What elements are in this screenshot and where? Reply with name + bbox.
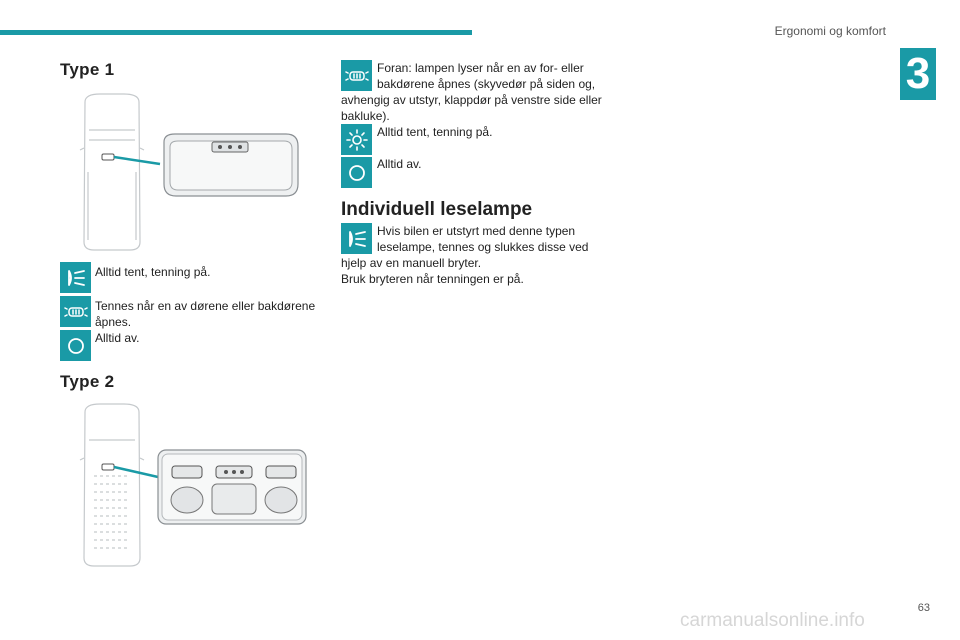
type1-item-1-text: Alltid tent, tenning på.	[95, 265, 211, 279]
door-lamp-icon	[341, 60, 372, 91]
type1-item-2-line1: Tennes når en av dørene eller bakdørene	[95, 299, 316, 313]
right-item-1-line2: bakdørene åpnes (skyvedør på siden og,	[377, 77, 596, 91]
reading-lamp-line1: Hvis bilen er utstyrt med denne typen	[377, 224, 576, 238]
right-item-1-line4: bakluke).	[341, 109, 390, 123]
type1-item-2-text	[95, 298, 315, 330]
watermark: carmanualsonline.info	[680, 610, 865, 631]
type2-illustration	[60, 402, 310, 568]
reading-lamp-heading: Individuell leselampe	[341, 199, 533, 220]
section-title: Ergonomi og komfort	[774, 24, 886, 38]
type2-heading: Type 2	[60, 372, 115, 391]
reading-lamp-icon	[341, 223, 372, 254]
van-top-view-icon	[80, 94, 144, 250]
right-item-1-line3: avhengig av utstyr, klappdør på venstre side eller	[341, 93, 602, 107]
reading-lamp-line2: leselampe, tennes og slukkes disse ved	[377, 240, 589, 254]
right-item-3-text: Alltid av.	[377, 157, 422, 171]
right-item-2-text: Alltid tent, tenning på.	[377, 125, 493, 139]
sun-icon	[341, 124, 372, 155]
off-circle-icon	[60, 330, 91, 361]
rear-view-mirror-icon	[164, 134, 298, 196]
ceiling-console-icon	[158, 450, 306, 524]
chapter-number-tab: 3	[900, 48, 936, 100]
door-lamp-icon	[60, 296, 91, 327]
reading-lamp-icon	[60, 262, 91, 293]
type1-item-2-line2: åpnes.	[95, 315, 132, 329]
van-top-view-icon	[80, 404, 144, 566]
right-item-1-line1: Foran: lampen lyser når en av for- eller	[377, 61, 584, 75]
page-number: 63	[917, 602, 930, 614]
off-circle-icon	[341, 157, 372, 188]
type1-heading: Type 1	[60, 60, 115, 79]
reading-lamp-line3: hjelp av en manuell bryter.	[341, 256, 482, 270]
reading-lamp-line4: Bruk bryteren når tenningen er på.	[341, 272, 524, 286]
header-accent-bar	[0, 30, 472, 35]
type1-illustration	[60, 92, 310, 254]
type1-item-3-text: Alltid av.	[95, 331, 140, 345]
